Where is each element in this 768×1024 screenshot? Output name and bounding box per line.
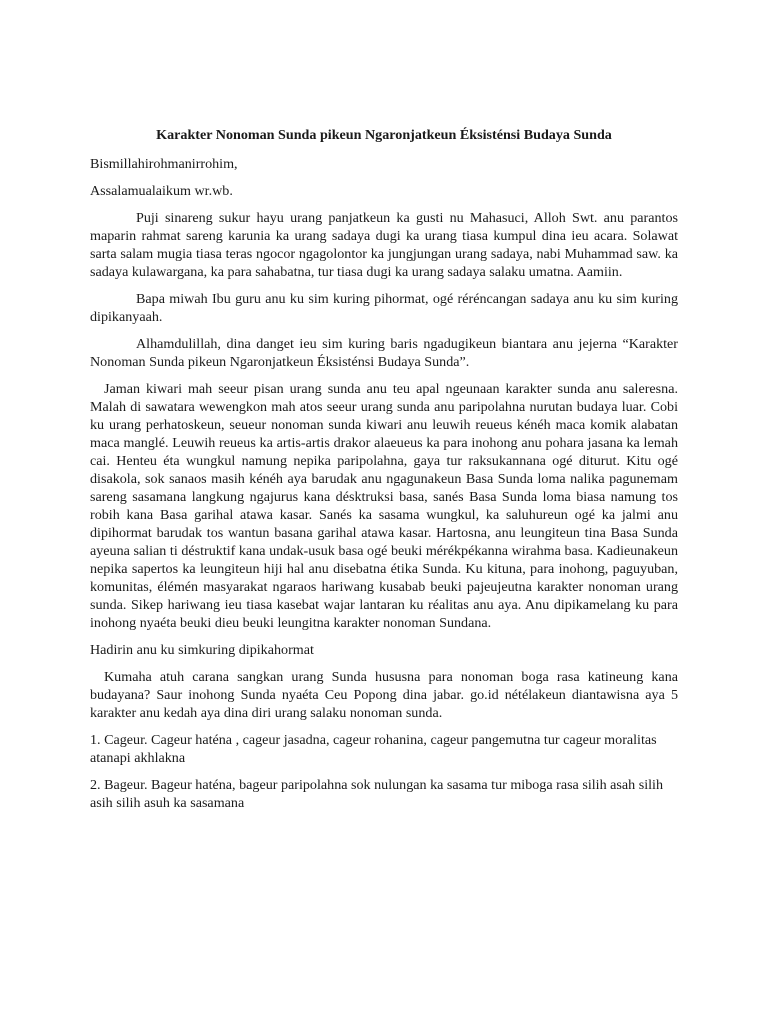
paragraph-topic: Alhamdulillah, dina danget ieu sim kuring baris ngadugikeun biantara anu jejerna “Karakter Nonoman Sunda pikeun Ngaronjatkeun Éksisténsi Budaya Sunda”. xyxy=(90,336,678,370)
paragraph-gratitude: Puji sinareng sukur hayu urang panjatkeun ka gusti nu Mahasuci, Alloh Swt. anu parantos maparin rahmat sareng karunia ka urang sadaya dugi ka urang tiasa kumpul dina ieu acara. Solawat sarta salam mugia tiasa teras ngocor ngagolontor ka jungjungan urang sadaya, nabi Muhammad saw. ka sadaya kulawargana, ka para sahabatna, tur tiasa dugi ka urang sadaya salaku umatna. Aamiin. xyxy=(90,210,678,280)
opening-basmalah: Bismillahirohmanirrohim, xyxy=(90,156,238,172)
paragraph-audience: Hadirin anu ku simkuring dipikahormat xyxy=(90,642,314,658)
document-page xyxy=(90,126,678,821)
paragraph-main-body: Jaman kiwari mah seeur pisan urang sunda anu teu apal ngeunaan karakter sunda anu saleresna. Malah di sawatara wewengkon mah atos seeur urang sunda anu paripolahna nurutan budaya luar. Cobi ku urang perhatoskeun, seueur nonoman sunda kiwari anu leuwih reueus kénéh maca komik alabatan maca manglé. Leuwih reueus ka artis-artis drakor alaeueus ka para inohong anu pohara jasana ka lemah cai. Henteu éta wungkul namung nepika paripolahna, gaya tur raksukannana ogé diturut. Kitu ogé disakola, sok sanaos masih kénéh aya barudak anu ngagunakeun Basa Sunda loma nalika pagunemam sareng sasamana langkung ngajurus kana désktruksi basa, sanés Basa Sunda loma biasa namung tos robih kana Basa garihal atawa kasar. Sanés ka sasama wungkul, ka saluhureun ogé ka jalmi anu dipihormat barudak tos wantun basana garihal atawa kasar. Hartosna, anu leungiteun tina Basa Sunda ayeuna salian ti déstruktif kana undak-usuk basa ogé beuki mérékpékanna wirahma basa. Kadieunakeun nepika sapertos ka leungiteun hiji hal anu disebatna étika Sunda. Ku kituna, para inohong, paguyuban, komunitas, élémén masyarakat ngaraos hariwang kusabab beuki pajeujeutna karakter nonoman urang sunda. Sikep hariwang ieu tiasa kasebat wajar lantaran ku réalitas anu aya. Anu dipikamelang ku para inohong nyaéta beuki dieu beuki leungitna karakter nonoman Sundana. xyxy=(90,381,678,631)
opening-greeting: Assalamualaikum wr.wb. xyxy=(90,183,233,199)
list-item-bageur: 2. Bageur. Bageur haténa, bageur paripolahna sok nulungan ka sasama tur miboga rasa silih asah silih asih silih asuh ka sasamana xyxy=(90,777,663,811)
list-item-cageur: 1. Cageur. Cageur haténa , cageur jasadna, cageur rohanina, cageur pangemutna tur cageur moralitas atanapi akhlakna xyxy=(90,732,657,766)
paragraph-salutation: Bapa miwah Ibu guru anu ku sim kuring pihormat, ogé réréncangan sadaya anu ku sim kuring dipikanyaah. xyxy=(90,291,678,325)
document-title: Karakter Nonoman Sunda pikeun Ngaronjatkeun Éksisténsi Budaya Sunda xyxy=(156,127,612,143)
paragraph-question: Kumaha atuh carana sangkan urang Sunda hususna para nonoman boga rasa katineung kana budayana? Saur inohong Sunda nyaéta Ceu Popong dina jabar. go.id nétélakeun diantawisna aya 5 karakter anu kedah aya dina diri urang salaku nonoman sunda. xyxy=(90,669,678,721)
